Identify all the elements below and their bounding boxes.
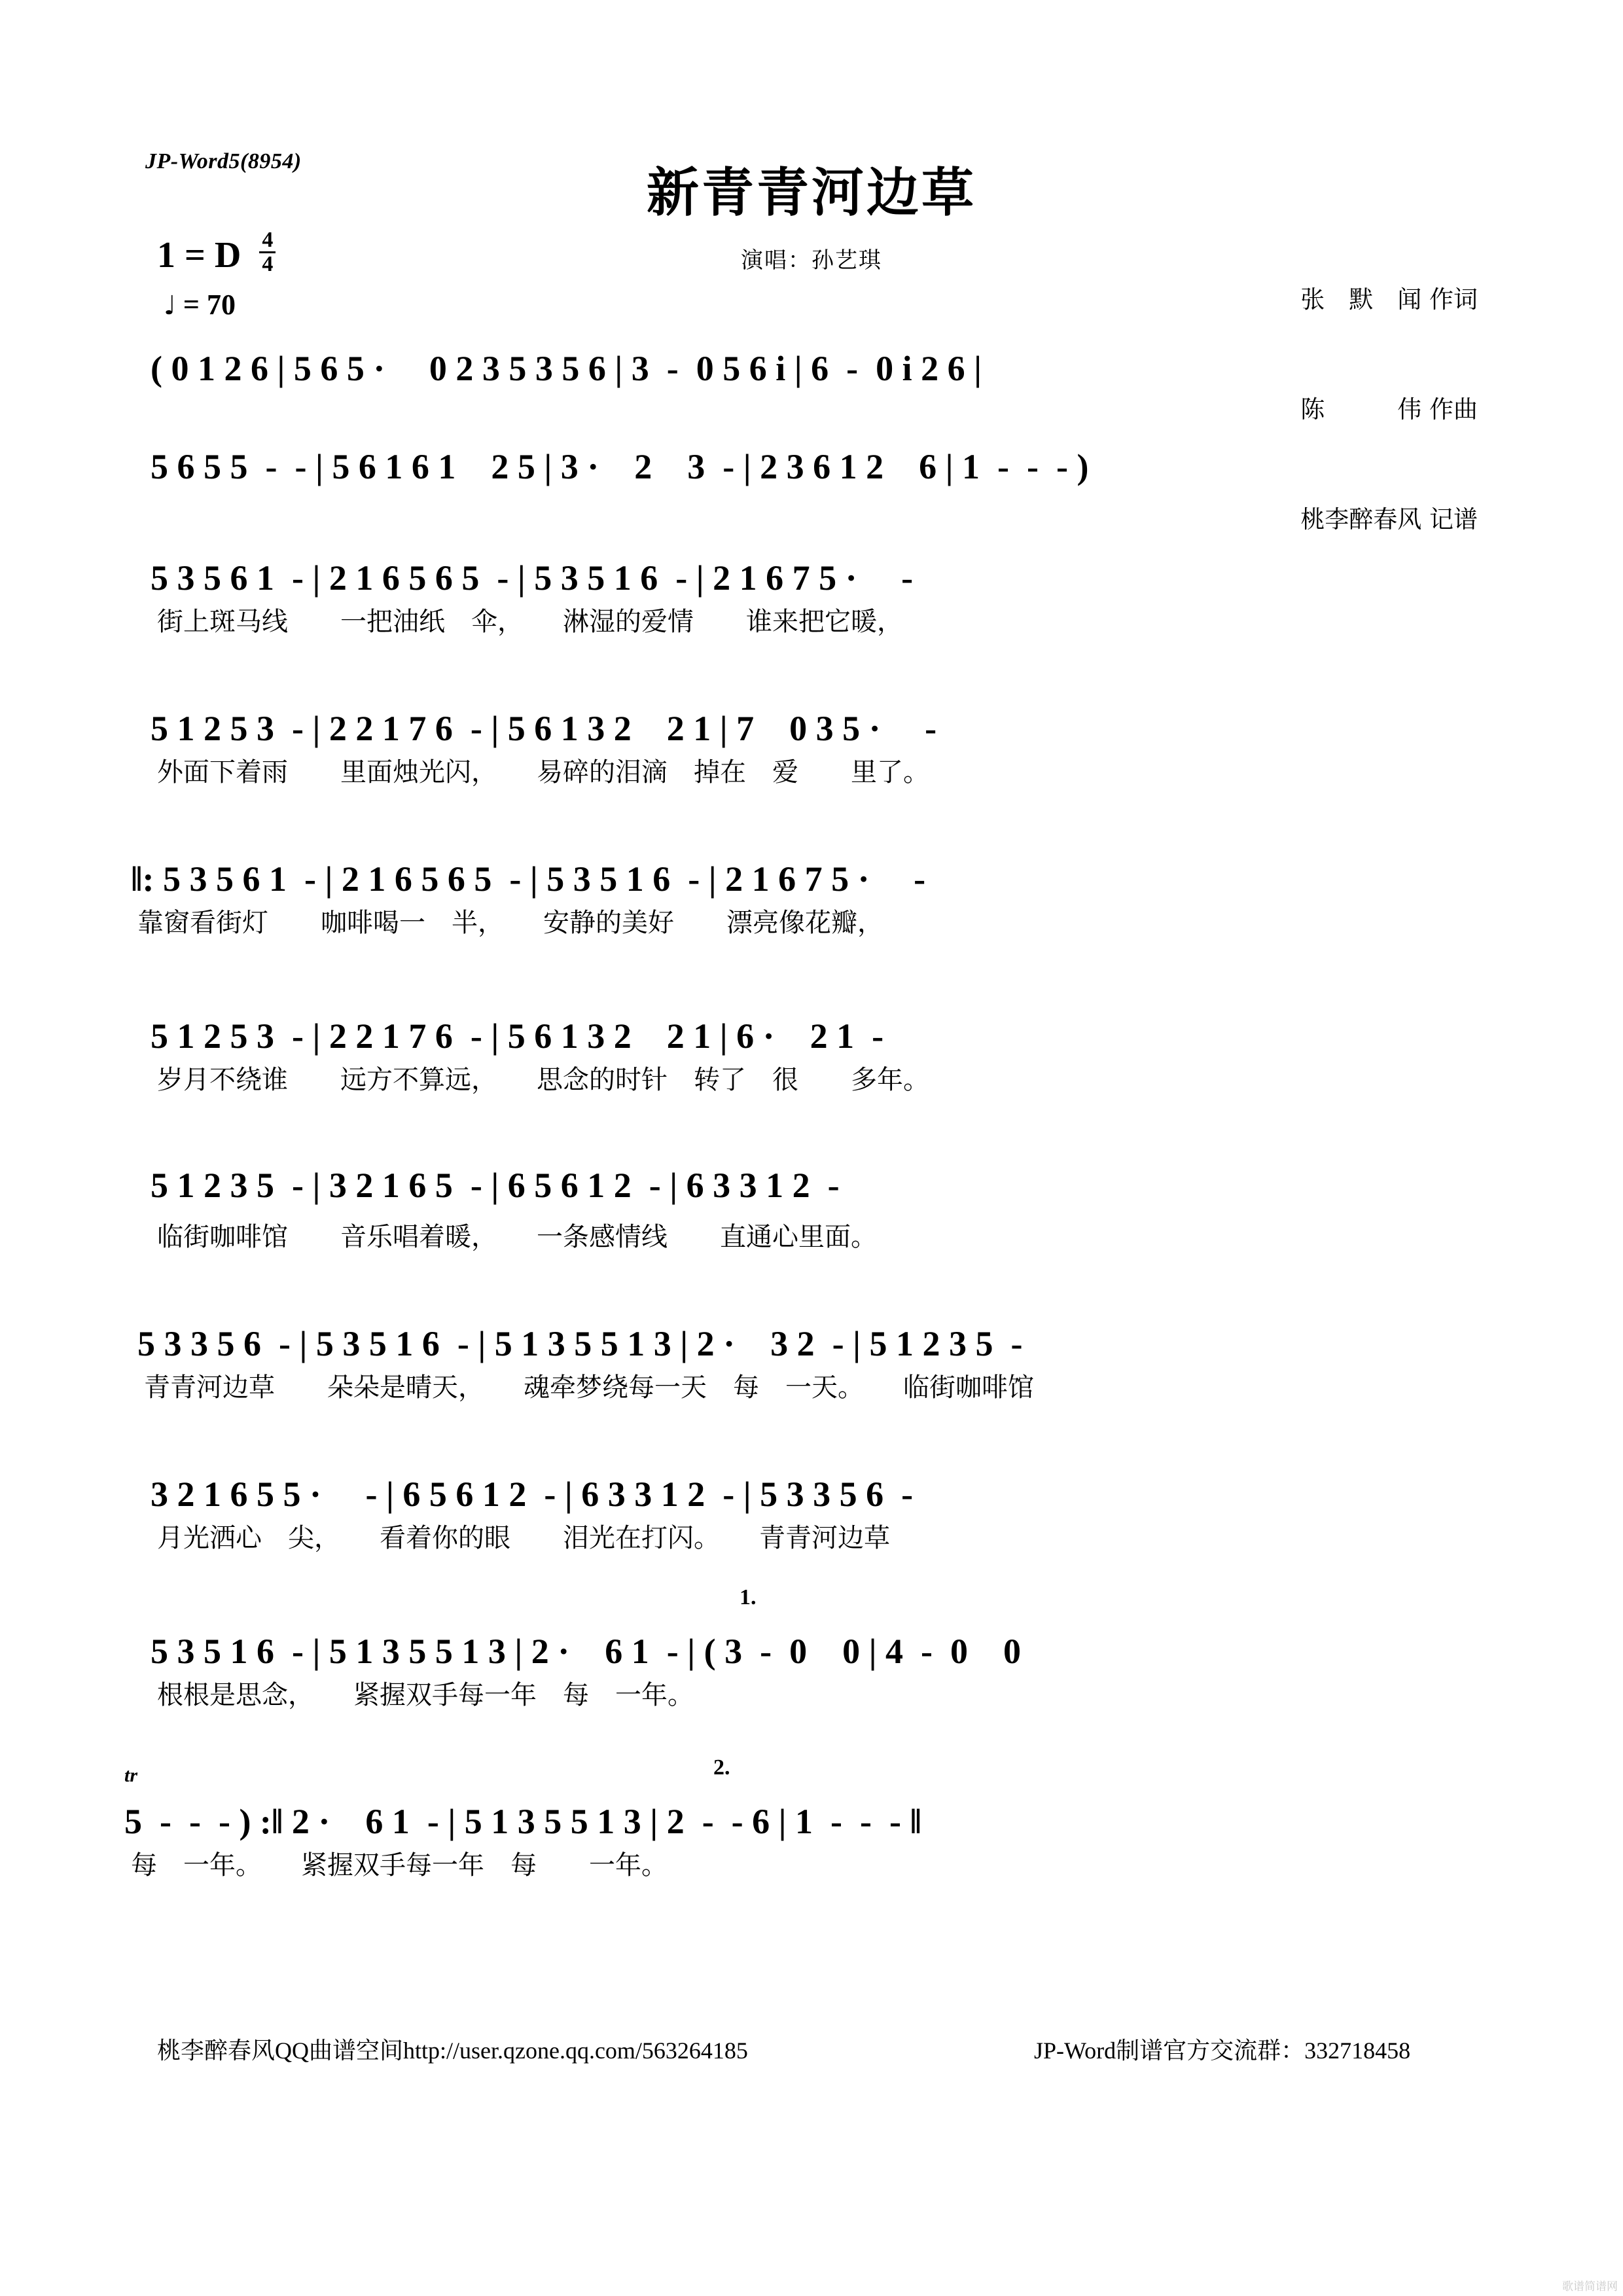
time-signature xyxy=(259,229,276,276)
time-denominator: 4 xyxy=(262,252,274,276)
jpword-tag: JP-Word5(8954) xyxy=(145,149,302,173)
notation-row: ‖: 5 3 5 6 1 - | 2 1 6 5 6 5 - | 5 3 5 1 6 - | 2 1 6 7 5 · - xyxy=(131,859,926,899)
trill-icon: tr xyxy=(124,1765,138,1786)
notation-row: ( 0 1 2 6 | 5 6 5 · 0 2 3 5 3 5 6 | 3 - 0 5 6 i | 6 - 0 i 2 6 | xyxy=(151,349,982,388)
tempo-value: = 70 xyxy=(183,289,236,321)
time-numerator: 4 xyxy=(259,229,276,253)
notation-row: 5 1 2 5 3 - | 2 2 1 7 6 - | 5 6 1 3 2 2 1 | 6 · 2 1 - xyxy=(151,1016,884,1056)
volta-bracket: 2. xyxy=(713,1755,730,1780)
notation-row: 3 2 1 6 5 5 · - | 6 5 6 1 2 - | 6 3 3 1 2 - | 5 3 3 5 6 - xyxy=(151,1475,914,1514)
notation-row: 5 3 5 6 1 - | 2 1 6 5 6 5 - | 5 3 5 1 6 - | 2 1 6 7 5 · - xyxy=(151,558,914,598)
lyrics-row: 岁月不绕谁 远方不算远， 思念的时针 转了 很 多年。 xyxy=(157,1065,929,1095)
lyrics-row: 青青河边草 朵朵是晴天， 魂牵梦绕每一天 每 一天。 临街咖啡馆 xyxy=(144,1372,1034,1403)
lyrics-row: 月光洒心 尖， 看着你的眼 泪光在打闪。 青青河边草 xyxy=(157,1523,890,1553)
lyrics-row: 根根是思念， 紧握双手每一年 每 一年。 xyxy=(157,1680,694,1710)
key-label: 1 = D xyxy=(157,235,241,276)
singer-line: 演唱：孙艺琪 xyxy=(741,247,882,274)
key-signature xyxy=(157,229,276,276)
watermark: 歌谱简谱网 xyxy=(1562,2280,1618,2293)
lyrics-row: 临街咖啡馆 音乐唱着暖， 一条感情线 直通心里面。 xyxy=(157,1222,877,1252)
notation-row: 5 1 2 3 5 - | 3 2 1 6 5 - | 6 5 6 1 2 - | 6 3 3 1 2 - xyxy=(151,1166,840,1205)
footer-left: 桃李醉春风QQ曲谱空间http://user.qzone.qq.com/563264185 xyxy=(157,2037,748,2064)
credit-composer: 陈 伟 作曲 xyxy=(1300,395,1478,423)
notation-row: 5 3 3 5 6 - | 5 3 5 1 6 - | 5 1 3 5 5 1 3 | 2 · 3 2 - | 5 1 2 3 5 - xyxy=(137,1324,1023,1363)
notation-row: 5 3 5 1 6 - | 5 1 3 5 5 1 3 | 2 · 6 1 - | ( 3 - 0 0 | 4 - 0 0 xyxy=(151,1632,1021,1671)
tempo-marking xyxy=(164,288,236,321)
credit-notator: 桃李醉春风 记谱 xyxy=(1300,505,1478,533)
notation-row: 5 1 2 5 3 - | 2 2 1 7 6 - | 5 6 1 3 2 2 1 | 7 0 3 5 · - xyxy=(151,709,937,748)
quarter-note-icon: ♩ xyxy=(164,291,176,321)
lyrics-row: 外面下着雨 里面烛光闪， 易碎的泪滴 掉在 爱 里了。 xyxy=(157,757,929,787)
notation-row: 5 6 5 5 - - | 5 6 1 6 1 2 5 | 3 · 2 3 - | 2 3 6 1 2 6 | 1 - - - ) xyxy=(151,447,1089,486)
notation-row: 5 - - - ) :‖ 2 · 6 1 - | 5 1 3 5 5 1 3 | 2 - - 6 | 1 - - - ‖ xyxy=(124,1802,922,1841)
lyrics-row: 每 一年。 紧握双手每一年 每 一年。 xyxy=(131,1850,668,1880)
lyrics-row: 靠窗看街灯 咖啡喝一 半， 安静的美好 漂亮像花瓣， xyxy=(137,908,883,938)
page-title: 新青青河边草 xyxy=(647,162,976,223)
credits-block xyxy=(1300,208,1478,611)
lyrics-row: 街上斑马线 一把油纸 伞， 淋湿的爱情 谁来把它暖， xyxy=(157,607,903,637)
volta-bracket: 1. xyxy=(740,1585,757,1609)
credit-lyricist: 张 默 闻 作词 xyxy=(1300,285,1478,314)
footer-right: JP-Word制谱官方交流群：332718458 xyxy=(1034,2037,1411,2064)
